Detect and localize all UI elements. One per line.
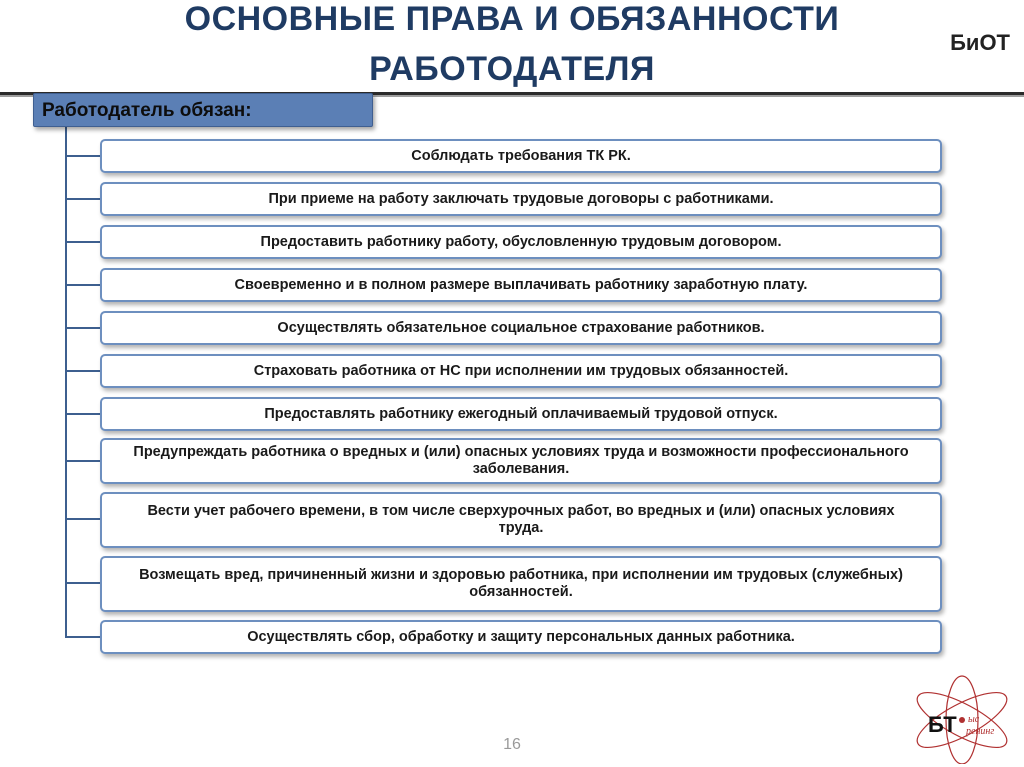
obligation-item: Предоставлять работнику ежегодный оплачиваемый трудовой отпуск. xyxy=(100,397,942,431)
diagram-heading-box: Работодатель обязан: xyxy=(33,93,373,127)
obligation-item: Своевременно и в полном размере выплачивать работнику заработную плату. xyxy=(100,268,942,302)
connector-line xyxy=(65,460,101,462)
connector-line xyxy=(65,284,101,286)
brand-label: БиОТ xyxy=(950,30,1010,55)
connector-line xyxy=(65,155,101,157)
logo-text-bottom: ренинг xyxy=(966,726,995,737)
obligation-item: Осуществлять сбор, обработку и защиту персональных данных работника. xyxy=(100,620,942,654)
connector-line xyxy=(65,327,101,329)
company-logo xyxy=(906,672,1018,764)
connector-line xyxy=(65,636,101,638)
obligation-item: Предупреждать работника о вредных и (или) опасных условиях труда и возможности профессионального заболевания. xyxy=(100,438,942,484)
slide-title-line-2: РАБОТОДАТЕЛЯ xyxy=(369,50,655,88)
connector-line xyxy=(65,198,101,200)
logo-nucleus xyxy=(959,717,965,723)
obligation-item: При приеме на работу заключать трудовые договоры с работниками. xyxy=(100,182,942,216)
slide-title xyxy=(0,0,1024,94)
diagram-trunk-line xyxy=(65,127,67,638)
logo-letters: БТ xyxy=(928,712,957,737)
connector-line xyxy=(65,413,101,415)
connector-line xyxy=(65,518,101,520)
slide-title-line-1: ОСНОВНЫЕ ПРАВА И ОБЯЗАННОСТИ xyxy=(184,0,840,38)
obligation-item: Вести учет рабочего времени, в том числе сверхурочных работ, во вредных и (или) опасных условиях труда. xyxy=(100,492,942,548)
obligation-item: Возмещать вред, причиненный жизни и здоровью работника, при исполнении им трудовых (служебных) обязанностей. xyxy=(100,556,942,612)
logo-text-top: ыс xyxy=(968,714,980,725)
obligation-item: Страховать работника от НС при исполнении им трудовых обязанностей. xyxy=(100,354,942,388)
obligation-item: Соблюдать требования ТК РК. xyxy=(100,139,942,173)
obligation-item: Осуществлять обязательное социальное страхование работников. xyxy=(100,311,942,345)
connector-line xyxy=(65,582,101,584)
page-number: 16 xyxy=(503,736,521,753)
connector-line xyxy=(65,241,101,243)
obligation-item: Предоставить работнику работу, обусловленную трудовым договором. xyxy=(100,225,942,259)
connector-line xyxy=(65,370,101,372)
